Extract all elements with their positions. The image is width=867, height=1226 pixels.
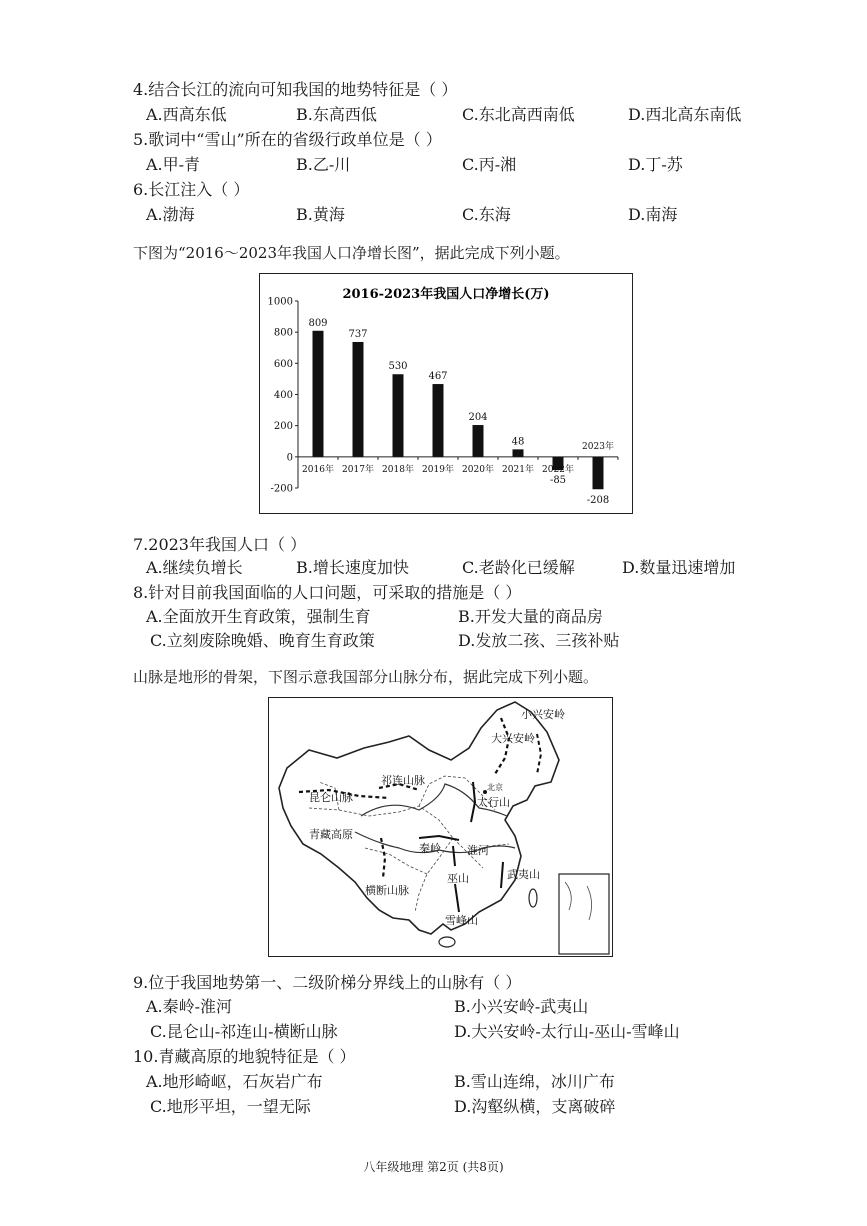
q10-option-a[interactable]: A.地形崎岖，石灰岩广布: [146, 1072, 323, 1091]
q8-option-d[interactable]: D.发放二孩、三孩补贴: [458, 631, 620, 650]
data-label: 48: [511, 436, 525, 448]
china-mountains-map: [268, 697, 613, 957]
q7-option-d[interactable]: D.数量迅速增加: [622, 558, 736, 577]
q9-option-b[interactable]: B.小兴安岭-武夷山: [454, 997, 589, 1016]
q4-option-d[interactable]: D.西北高东南低: [628, 105, 742, 124]
q6-option-c[interactable]: C.东海: [462, 205, 511, 224]
label-huaihe: 淮河: [467, 844, 489, 857]
data-label: 737: [348, 328, 368, 340]
y-tick-label: 800: [273, 327, 293, 339]
label-kunlun: 昆仑山脉: [309, 791, 353, 804]
bar: [513, 449, 524, 456]
y-tick-label: 1000: [267, 296, 293, 308]
question-10-stem: 10.青藏高原的地貌特征是（ ）: [133, 1047, 356, 1066]
q8-option-b[interactable]: B.开发大量的商品房: [458, 607, 603, 626]
q6-option-a[interactable]: A.渤海: [146, 205, 195, 224]
question-8-options-row2: [146, 631, 786, 653]
y-tick-label: 0: [286, 452, 293, 464]
beijing-marker: [483, 790, 487, 794]
q4-option-b[interactable]: B.东高西低: [296, 105, 377, 124]
q5-option-a[interactable]: A.甲-青: [146, 155, 201, 174]
q7-option-c[interactable]: C.老龄化已缓解: [462, 558, 575, 577]
label-wushan: 巫山: [447, 872, 469, 885]
q9-option-d[interactable]: D.大兴安岭-太行山-巫山-雪峰山: [454, 1022, 680, 1041]
q6-option-b[interactable]: B.黄海: [296, 205, 345, 224]
population-chart-svg: [260, 274, 631, 512]
q5-option-b[interactable]: B.乙-川: [296, 155, 351, 174]
range-taihang: [471, 782, 475, 822]
question-10-options-row2: [146, 1097, 786, 1119]
label-hengduan: 横断山脉: [365, 884, 409, 897]
question-7-options: [146, 558, 786, 580]
bar: [313, 331, 324, 457]
question-4-options: [146, 105, 786, 127]
bar: [433, 384, 444, 457]
x-tick-label: 2017年: [342, 464, 374, 475]
x-tick-label: 2016年: [302, 464, 334, 475]
data-label: 530: [388, 361, 408, 373]
q7-option-a[interactable]: A.继续负增长: [146, 558, 243, 577]
question-9-options-row1: [146, 997, 786, 1019]
question-5-stem: 5.歌词中“雪山”所在的省级行政单位是（ ）: [133, 130, 442, 149]
q10-option-d[interactable]: D.沟壑纵横，支离破碎: [454, 1097, 616, 1116]
question-10-options-row1: [146, 1072, 786, 1094]
label-wuyi: 武夷山: [507, 868, 540, 881]
label-qingzang: 青藏高原: [309, 828, 353, 841]
taiwan-island: [529, 889, 537, 907]
map-intro: 山脉是地形的骨架，下图示意我国部分山脉分布，据此完成下列小题。: [133, 668, 599, 686]
chart-intro: 下图为“2016～2023年我国人口净增长图”，据此完成下列小题。: [133, 244, 570, 262]
x-tick-label: 2020年: [462, 464, 494, 475]
y-tick-label: 200: [273, 421, 293, 433]
data-label: 204: [468, 412, 488, 424]
hainan-island: [439, 937, 455, 947]
question-5-options: [146, 155, 786, 177]
bar: [393, 374, 404, 457]
y-tick-label: -200: [270, 483, 293, 495]
range-xuefeng: [455, 884, 459, 912]
q7-option-b[interactable]: B.增长速度加快: [296, 558, 409, 577]
q4-option-c[interactable]: C.东北高西南低: [462, 105, 575, 124]
question-8-options-row1: [146, 607, 786, 629]
question-9-stem: 9.位于我国地势第一、二级阶梯分界线上的山脉有（ ）: [133, 973, 522, 992]
question-6-stem: 6.长江注入（ ）: [133, 180, 250, 199]
south-sea-inset: [559, 874, 609, 954]
q10-option-b[interactable]: B.雪山连绵，冰川广布: [454, 1072, 615, 1091]
x-tick-label: 2019年: [422, 464, 454, 475]
q4-option-a[interactable]: A.西高东低: [146, 105, 227, 124]
q5-option-d[interactable]: D.丁-苏: [628, 155, 683, 174]
label-xuefeng: 雪峰山: [445, 914, 478, 927]
x-tick-label: 2021年: [502, 464, 534, 475]
data-label: 809: [308, 317, 328, 329]
label-xiaoxinganling: 小兴安岭: [521, 708, 565, 721]
range-wushan: [453, 846, 455, 866]
question-7-stem: 7.2023年我国人口（ ）: [133, 535, 307, 554]
label-taihang: 太行山: [477, 796, 510, 809]
q5-option-c[interactable]: C.丙-湘: [462, 155, 517, 174]
x-tick-label: 2018年: [382, 464, 414, 475]
range-daxinganling: [495, 718, 509, 774]
range-wuyi: [501, 862, 503, 888]
question-4-stem: 4.结合长江的流向可知我国的地势特征是（ ）: [133, 80, 458, 99]
range-qinling: [419, 836, 459, 840]
label-beijing: 北京: [487, 783, 503, 792]
label-qinling: 秦岭: [419, 842, 441, 855]
chart-title: 2016-2023年我国人口净增长(万): [342, 287, 550, 302]
question-8-stem: 8.针对目前我国面临的人口问题，可采取的措施是（ ）: [133, 583, 522, 602]
china-map-svg: [269, 698, 611, 955]
y-tick-label: 400: [273, 390, 293, 401]
q9-option-c[interactable]: C.昆仑山-祁连山-横断山脉: [150, 1022, 338, 1041]
q10-option-c[interactable]: C.地形平坦，一望无际: [150, 1097, 311, 1116]
data-label: 467: [428, 371, 448, 383]
label-qilian: 祁连山脉: [381, 774, 425, 787]
chart-bars: [302, 318, 618, 506]
bar: [473, 425, 484, 457]
x-tick-label: 2022年: [542, 464, 574, 475]
bar: [353, 342, 364, 457]
question-9-options-row2: [146, 1022, 786, 1044]
question-6-options: [146, 205, 786, 227]
page-footer: 八年级地理 第2页 (共8页): [363, 1160, 504, 1174]
data-label: -85: [549, 474, 567, 486]
data-label: -208: [586, 495, 610, 507]
label-daxinganling: 大兴安岭: [491, 732, 535, 745]
bar: [593, 457, 604, 489]
q8-option-a[interactable]: A.全面放开生育政策，强制生育: [146, 607, 371, 626]
q8-option-c[interactable]: C.立刻废除晚婚、晚育生育政策: [150, 631, 375, 650]
y-tick-label: 600: [273, 358, 293, 370]
q9-option-a[interactable]: A.秦岭-淮河: [146, 997, 233, 1016]
range-xiaoxinganling: [537, 734, 541, 774]
q6-option-d[interactable]: D.南海: [628, 205, 678, 224]
x-tick-label: 2023年: [582, 441, 614, 452]
population-chart: [259, 273, 633, 514]
